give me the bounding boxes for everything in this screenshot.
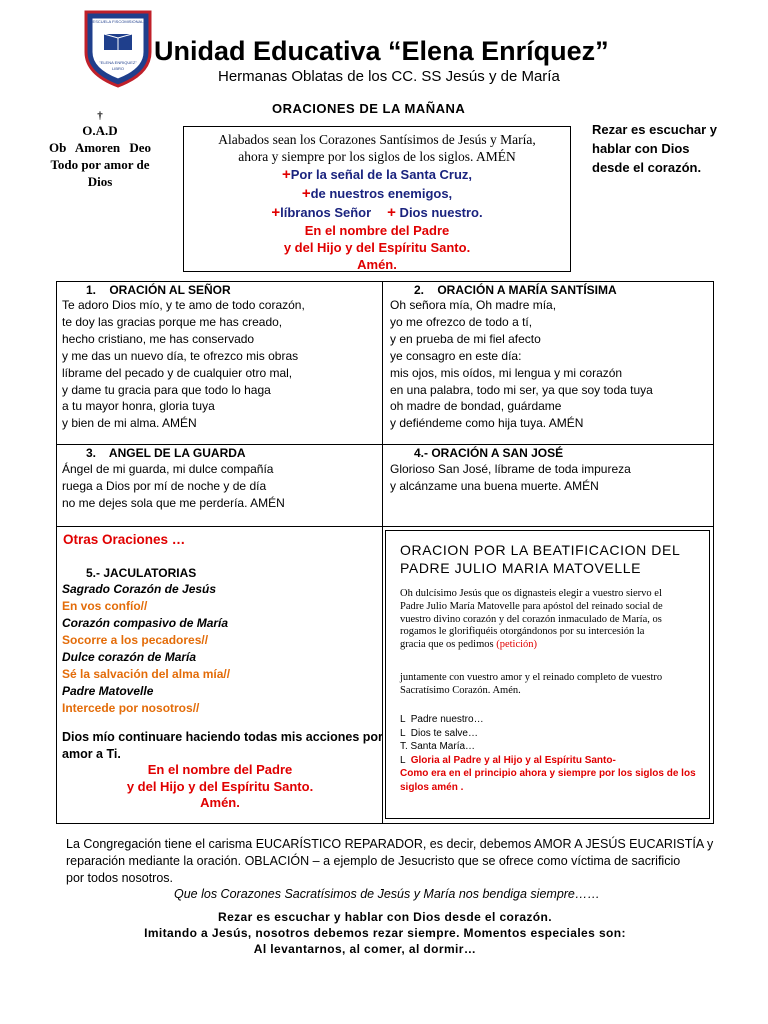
beatificacion-prayer-end <box>400 672 662 698</box>
closing-line: Imitando a Jesús, nosotros debemos rezar siempre. Momentos especiales son: <box>144 926 626 940</box>
prayer-line: En el nombre del Padre <box>304 223 450 238</box>
gloria-line: Gloria al Padre y al Hijo y al Espíritu Santo- <box>410 754 616 766</box>
prayer-line: de nuestros enemigos, <box>310 186 453 201</box>
logo-text-bottom: LIBRO <box>111 66 124 71</box>
motto-line: hablar con Dios <box>592 141 690 156</box>
section-heading: 1. ORACIÓN AL SEÑOR <box>86 283 231 297</box>
prayer-line: y dame tu gracia para que todo lo haga <box>62 382 271 397</box>
carisma-paragraph <box>66 836 713 887</box>
left-motto <box>36 110 164 190</box>
prayer-line: Dios mío continuare haciendo todas mis acciones por <box>62 730 383 744</box>
grid-divider <box>56 526 713 527</box>
motto-abbrev: O.A.D <box>82 123 118 138</box>
beatificacion-list <box>400 713 696 794</box>
closing-block <box>100 909 670 957</box>
prayer-line: y del Hijo y del Espíritu Santo. <box>126 778 314 794</box>
blessing-line: Que los Corazones Sacratísimos de Jesús y María nos bendiga siempre…… <box>174 887 600 901</box>
beatificacion-title <box>400 541 680 577</box>
prayer-san-jose <box>390 461 631 495</box>
gloria-line: siglos amén . <box>400 781 464 793</box>
prayer-line: no me dejes sola que me perdería. AMÉN <box>62 495 285 510</box>
cross-symbol: † <box>97 110 103 122</box>
jaculatoria-response: En vos confío// <box>62 599 148 613</box>
prayer-line: ye consagro en este día: <box>390 348 522 363</box>
prayer-line: ruega a Dios por mí de noche y de día <box>62 478 267 493</box>
jaculatorias <box>62 581 230 717</box>
motto-line: Rezar es escuchar y <box>592 122 718 137</box>
closing-line: Rezar es escuchar y hablar con Dios desde el corazón. <box>218 910 552 924</box>
motto-line: Todo por amor de <box>50 157 150 172</box>
prayer-line: y defiéndeme como hija tuya. AMÉN <box>390 416 584 431</box>
plus-sign: + <box>281 166 291 183</box>
prayer-line: a tu mayor honra, gloria tuya <box>62 399 215 414</box>
prayer-line: En el nombre del Padre <box>147 762 293 777</box>
gloria-line: Como era en el principio ahora y siempre por los siglos de los <box>400 768 696 779</box>
logo-text-top: ESCUELA FISCOMISIONAL <box>92 19 144 24</box>
jaculatoria-response: Socorre a los pecadores// <box>62 633 209 647</box>
otras-closing <box>100 762 340 812</box>
paragraph-line: reparación mediante la oración. OBLACIÓN – a ejemplo de Jesucristo que se ofrece como víctima de sacrificio <box>66 854 681 868</box>
page-title: ORACIONES DE LA MAÑANA <box>272 101 466 116</box>
section-heading: 2. ORACIÓN A MARÍA SANTÍSIMA <box>414 283 617 297</box>
jaculatoria-line: Sagrado Corazón de Jesús <box>62 582 217 596</box>
prayer-line: y me das un nuevo día, te ofrezco mis obras <box>62 348 299 363</box>
section-heading: 4.- ORACIÓN A SAN JOSÉ <box>414 446 564 460</box>
paragraph-line: por todos nosotros. <box>66 871 174 885</box>
title-line: PADRE JULIO MARIA MATOVELLE <box>400 560 642 576</box>
paragraph-line: La Congregación tiene el carisma EUCARÍSTICO REPARADOR, es decir, debemos AMOR A JESÚS EUCARISTÍA y <box>66 837 714 851</box>
prayer-line: Glorioso San José, líbrame de toda impureza <box>390 462 631 476</box>
prayer-line: líbranos Señor <box>280 205 372 220</box>
motto-line: desde el corazón. <box>592 160 702 175</box>
motto-line: Dios <box>87 174 113 189</box>
prayer-line: Por la señal de la Santa Cruz, <box>290 167 473 182</box>
list-prefix: L <box>400 754 411 766</box>
prayer-line: Amén. <box>200 795 240 810</box>
prayer-line: hecho cristiano, me has conservado <box>62 331 255 346</box>
prayer-line: oh madre de bondad, guárdame <box>390 399 562 414</box>
prayer-maria <box>390 297 653 432</box>
logo-text-name: "ELENA ENRIQUEZ" <box>99 60 137 65</box>
plus-sign: + <box>301 185 311 202</box>
prayer-line: Ángel de mi guarda, mi dulce compañía <box>62 462 274 476</box>
prayer-line: Alabados sean los Corazones Santísimos de Jesús y María, <box>218 132 536 147</box>
prayer-line: Oh señora mía, Oh madre mía, <box>390 298 557 312</box>
prayer-line: Sacratísimo Corazón. Amén. <box>400 684 521 696</box>
prayer-line: yo me ofrezco de todo a tí, <box>390 314 533 329</box>
prayer-line: Padre Julio María Matovelle para apóstol del reinado social de <box>400 600 663 612</box>
prayer-line: líbrame del pecado y de cualquier otro mal, <box>62 365 293 380</box>
right-motto <box>592 120 717 177</box>
prayer-line: te doy las gracias porque me has creado, <box>62 314 283 329</box>
prayer-line: rogamos le glorifiquéis otorgándonos por su intercesión la <box>400 626 645 638</box>
jaculatoria-response: Intercede por nosotros// <box>62 701 200 715</box>
school-subtitle: Hermanas Oblatas de los CC. SS Jesús y de María <box>218 68 560 85</box>
prayer-angel <box>62 461 285 512</box>
list-item: L Padre nuestro… <box>400 714 484 725</box>
prayer-line: amor a Ti. <box>62 747 121 761</box>
closing-line: Al levantarnos, al comer, al dormir… <box>253 942 477 956</box>
prayer-line: y bien de mi alma. AMÉN <box>62 416 197 431</box>
prayer-line: juntamente con vuestro amor y el reinado completo de vuestro <box>400 672 663 683</box>
title-line: ORACION POR LA BEATIFICACION DEL <box>400 542 681 558</box>
prayer-line: Dios nuestro. <box>395 205 483 220</box>
prayer-al-senor <box>62 297 305 432</box>
prayer-line: y en prueba de mi fiel afecto <box>390 331 541 346</box>
prayer-line: mis ojos, mis oídos, mi lengua y mi corazón <box>390 365 623 380</box>
plus-sign: + <box>387 204 396 221</box>
final-prayer <box>62 729 383 763</box>
section-heading: 5.- JACULATORIAS <box>86 566 197 580</box>
jaculatoria-line: Padre Matovelle <box>62 684 154 698</box>
school-title: Unidad Educativa “Elena Enríquez” <box>154 36 609 66</box>
prayer-line: en una palabra, todo mi ser, ya que soy toda tuya <box>390 382 653 397</box>
prayer-line: vuestro divino corazón y del corazón inmaculado de María, os <box>400 613 662 625</box>
prayer-line: ahora y siempre por los siglos de los siglos. AMÉN <box>238 149 516 164</box>
beatificacion-prayer <box>400 588 663 652</box>
grid-divider <box>56 444 713 445</box>
prayer-line: gracia que os pedimos <box>400 639 497 651</box>
motto-line: Ob Amoren Deo <box>48 140 152 155</box>
prayer-line: Te adoro Dios mío, y te amo de todo corazón, <box>62 298 305 312</box>
list-item: T. Santa María… <box>400 741 476 752</box>
prayer-line: y del Hijo y del Espíritu Santo. <box>283 240 471 255</box>
prayer-line: Oh dulcísimo Jesús que os dignasteis elegir a vuestro siervo el <box>400 588 662 599</box>
jaculatoria-line: Corazón compasivo de María <box>62 616 229 630</box>
peticion-label: (petición) <box>496 639 538 651</box>
list-item: L Dios te salve… <box>400 727 478 739</box>
section-heading: 3. ANGEL DE LA GUARDA <box>86 446 246 460</box>
otras-oraciones-title: Otras Oraciones … <box>63 532 186 547</box>
jaculatoria-response: Sé la salvación del alma mía// <box>62 667 231 681</box>
plus-sign: + <box>271 204 281 221</box>
prayer-line: Amén. <box>357 257 397 272</box>
opening-prayer <box>184 131 570 273</box>
jaculatoria-line: Dulce corazón de María <box>62 650 197 664</box>
prayer-line: y alcánzame una buena muerte. AMÉN <box>390 478 599 493</box>
